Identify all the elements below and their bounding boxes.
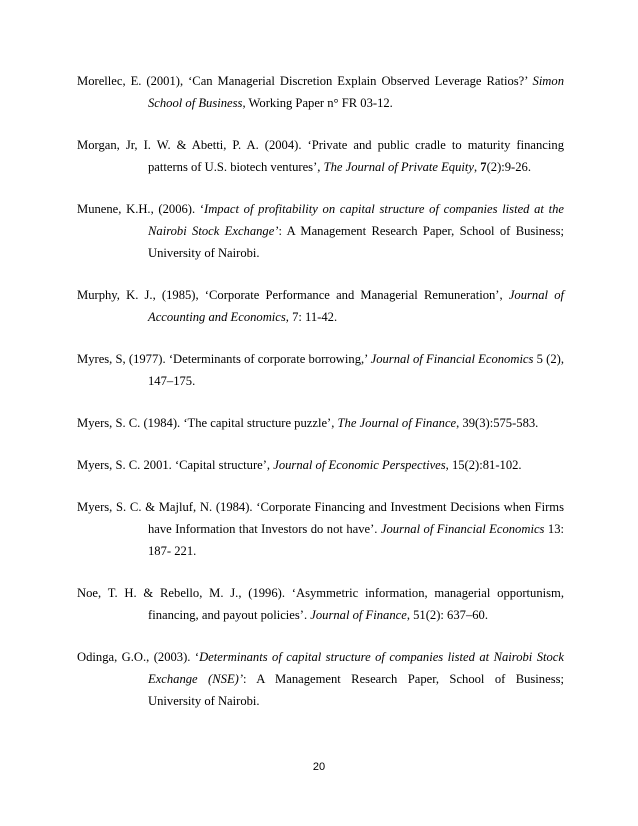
reference-text: Impact of profitability on capital structure of companies listed at the [204, 202, 564, 216]
reference-text: Morellec, E. (2001), ‘Can Managerial Discretion Explain Observed Leverage Ratios?’ [77, 74, 533, 88]
reference-line [77, 220, 564, 242]
reference-line [77, 518, 564, 540]
reference-entry-odinga [77, 646, 564, 712]
reference-text: Nairobi Stock Exchange’ [148, 224, 279, 238]
reference-text: University of Nairobi. [148, 246, 260, 260]
reference-text: The Journal of Private Equity [323, 160, 474, 174]
reference-line [77, 646, 564, 668]
reference-line [77, 412, 564, 434]
reference-text: Odinga, G.O., (2003). ‘ [77, 650, 200, 664]
reference-text: Myres, S, (1977). ‘Determinants of corporate borrowing,’ [77, 352, 371, 366]
reference-text: 5 (2), [533, 352, 564, 366]
reference-text: School of Business, [148, 96, 246, 110]
reference-text: Myers, S. C. & Majluf, N. (1984). ‘Corporate Financing and Investment Decisions when Firms [77, 500, 564, 514]
reference-text: patterns of U.S. biotech ventures’, [148, 160, 324, 174]
reference-text: Myers, S. C. 2001. ‘Capital structure’, [77, 458, 274, 472]
reference-entry-myers2001 [77, 454, 564, 476]
reference-line [77, 284, 564, 306]
reference-text: 13: [544, 522, 564, 536]
reference-text: Myers, S. C. (1984). ‘The capital structure puzzle’, [77, 416, 338, 430]
reference-text: financing, and payout policies’. [148, 608, 311, 622]
reference-line [77, 690, 564, 712]
reference-text: : A Management Research Paper, School of Business; [243, 672, 564, 686]
reference-line [77, 540, 564, 562]
reference-line [77, 454, 564, 476]
reference-text: Simon [532, 74, 564, 88]
reference-text: Journal of Economic Perspectives [273, 458, 446, 472]
reference-line [77, 198, 564, 220]
reference-line [77, 582, 564, 604]
reference-list [77, 70, 564, 732]
reference-line [77, 242, 564, 264]
reference-text: 7 [480, 160, 487, 174]
reference-entry-morellec [77, 70, 564, 114]
reference-text: (2):9-26. [486, 160, 531, 174]
reference-line [77, 70, 564, 92]
reference-line [77, 134, 564, 156]
reference-line [77, 306, 564, 328]
reference-text: 187- 221. [148, 544, 197, 558]
reference-text: : A Management Research Paper, School of Business; [278, 224, 564, 238]
reference-text: University of Nairobi. [148, 694, 260, 708]
reference-line [77, 92, 564, 114]
reference-text: Journal of [508, 288, 565, 302]
reference-text: , 15(2):81-102. [445, 458, 522, 472]
reference-line [77, 604, 564, 626]
reference-entry-myers-majluf [77, 496, 564, 562]
reference-line [77, 668, 564, 690]
reference-text: Journal of Finance [310, 608, 407, 622]
reference-entry-morgan [77, 134, 564, 178]
reference-line [77, 156, 564, 178]
reference-text: 147–175. [148, 374, 196, 388]
reference-text: Accounting and Economics, [148, 310, 289, 324]
reference-text: Exchange (NSE)’ [148, 672, 244, 686]
reference-text: 7: 11-42. [288, 310, 338, 324]
reference-text: Murphy, K. J., (1985), ‘Corporate Performance and Managerial Remuneration’, [77, 288, 509, 302]
reference-text: Munene, K.H., (2006). ‘ [77, 202, 205, 216]
reference-text: Journal of Financial Economics [370, 352, 534, 366]
reference-text: , 51(2): 637–60. [406, 608, 488, 622]
reference-text: Journal of Financial Economics [380, 522, 545, 536]
reference-text: have Information that Investors do not have’. [148, 522, 381, 536]
reference-text: The Journal of Finance [337, 416, 457, 430]
reference-entry-myers1984 [77, 412, 564, 434]
reference-text: Determinants of capital structure of companies listed at Nairobi Stock [199, 650, 564, 664]
reference-entry-murphy [77, 284, 564, 328]
page-number: 20 [312, 761, 326, 773]
reference-text: , [473, 160, 481, 174]
reference-text: Morgan, Jr, I. W. & Abetti, P. A. (2004). ‘Private and public cradle to maturity financing [77, 138, 564, 152]
reference-line [77, 370, 564, 392]
reference-text: Working Paper n° FR 03-12. [245, 96, 393, 110]
reference-line [77, 348, 564, 370]
reference-entry-munene [77, 198, 564, 264]
reference-text: , 39(3):575-583. [456, 416, 539, 430]
reference-entry-noe [77, 582, 564, 626]
reference-entry-myres [77, 348, 564, 392]
reference-text: Noe, T. H. & Rebello, M. J., (1996). ‘Asymmetric information, managerial opportunism, [77, 586, 564, 600]
reference-line [77, 496, 564, 518]
